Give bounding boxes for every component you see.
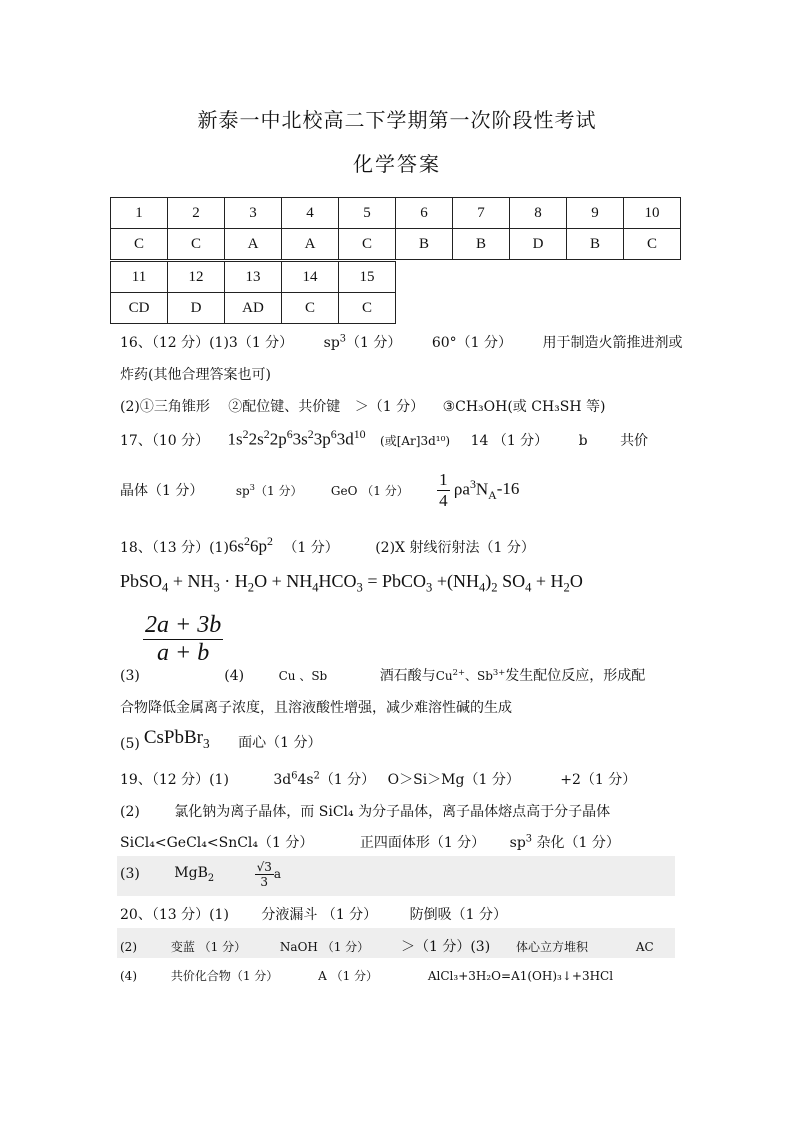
question-number-cell: 7 xyxy=(453,198,510,229)
q19-line-3: SiCl₄<GeCl₄<SnCl₄（1 分） 正四面体形（1 分） $sp^3$ 杂化（1 分） xyxy=(120,833,620,851)
answer-cell: A xyxy=(282,229,339,260)
q16-part-c: 60°（1 分） xyxy=(431,335,513,351)
q16-line-2: 炸药(其他合理答案也可) xyxy=(120,367,271,383)
q20-line-1: 20、（13 分）(1) 分液漏斗 （1 分） 防倒吸（1 分） xyxy=(120,907,507,923)
table-row-numbers xyxy=(111,262,396,293)
q20-line-2: (2) 变蓝 （1 分） NaOH （1 分） ＞（1 分）(3) 体心立方堆积 AC xyxy=(120,939,654,955)
answer-table-1 xyxy=(110,197,681,260)
page-title: 新泰一中北校高二下学期第一次阶段性考试 xyxy=(197,108,597,132)
answer-cell: B xyxy=(567,229,624,260)
question-number-cell: 14 xyxy=(282,262,339,293)
question-number-cell: 11 xyxy=(111,262,168,293)
answer-table-2 xyxy=(110,261,396,324)
q18-line-5: (5) CsPbBr$_3$ 面心（1 分） xyxy=(120,727,322,752)
question-number-cell: 2 xyxy=(168,198,225,229)
q17-line-1: 17、（10 分） $1s^22s^22p^63s^23p^63d^{10}$ (或[Ar]3d¹⁰) 14 （1 分） b 共价 xyxy=(120,427,649,449)
table-row-answers xyxy=(111,293,396,324)
q16-line-1 xyxy=(120,332,682,352)
question-number-cell: 3 xyxy=(225,198,282,229)
question-number-cell: 10 xyxy=(624,198,681,229)
q18-line-3: (3) (4) Cu 、Sb 酒石酸与$Cu^{2+}$、$Sb^{3+}$发生配位反应，形成配 xyxy=(120,667,646,684)
answer-cell: CD xyxy=(111,293,168,324)
q18-line-1: 18、（13 分）$(1)6s^26p^2$ （1 分） (2)X 射线衍射法（1 分） xyxy=(120,534,535,556)
q16-part-a: 16、（12 分）(1)3（1 分） xyxy=(120,335,294,351)
answer-cell: A xyxy=(225,229,282,260)
answer-cell: B xyxy=(396,229,453,260)
question-number-cell: 4 xyxy=(282,198,339,229)
q19-line-2: (2) 氯化钠为离子晶体，而 SiCl₄ 为分子晶体，离子晶体熔点高于分子晶体 xyxy=(120,804,611,820)
answer-cell: B xyxy=(453,229,510,260)
question-number-cell: 12 xyxy=(168,262,225,293)
answer-cell: C xyxy=(168,229,225,260)
answer-cell: AD xyxy=(225,293,282,324)
answer-cell: C xyxy=(282,293,339,324)
density-expression: $\frac{1}{4}$ $\rho a^3N_A-16$ xyxy=(439,470,520,510)
q16-part-b: $sp^3(1$ 分） xyxy=(323,333,402,351)
q17-line-2: 晶体（1 分） $sp^3(1$ 分） GeO （1 分） $\frac{1}{4}$ $\rho a^3N_A-16$ xyxy=(120,470,520,510)
question-number-cell: 6 xyxy=(396,198,453,229)
question-number-cell: 13 xyxy=(225,262,282,293)
q16-part-d: 用于制造火箭推进剂或 xyxy=(542,335,683,351)
q19-line-1: 19、（12 分）(1) $3d^64s^2(1$ 分） O＞Si＞Mg（1 分） +2（1 分） xyxy=(120,770,637,788)
pb-config: $6s^26p^2$ xyxy=(228,534,273,556)
q18-fraction: $\frac{2a + 3b}{a + b}$ xyxy=(145,612,222,666)
q18-line-4: 合物降低金属离子浓度，且溶液酸性增强，减少难溶性碱的生成 xyxy=(120,700,512,716)
question-number-cell: 9 xyxy=(567,198,624,229)
q19-line-4: (3) MgB$_2$ $\frac{√3}{3}$ a xyxy=(120,860,282,889)
q20-line-3: (4) 共价化合物（1 分） A （1 分） AlCl₃+3H₂O=A1(OH)₃↓+3HCl xyxy=(120,969,614,983)
question-number-cell: 5 xyxy=(339,198,396,229)
table-row-answers xyxy=(111,229,681,260)
table-row-numbers xyxy=(111,198,681,229)
page-subtitle: 化学答案 xyxy=(353,152,441,176)
question-number-cell: 1 xyxy=(111,198,168,229)
reaction-equation: PbSO$_4$ + $NH_3 \cdot H_2O + NH_4HCO_3$ = PbCO$_3$ $+(NH_4)_2$ $SO_4 + H_2O$ xyxy=(120,571,583,595)
q16-line-3: (2)①三角锥形 ②配位键、共价键 ＞（1 分） ③CH₃OH(或 CH₃SH 等) xyxy=(120,399,606,415)
answer-cell: C xyxy=(624,229,681,260)
electron-config: $1s^22s^22p^63s^23p^63d^{10}$ xyxy=(227,427,366,449)
answer-cell: C xyxy=(339,293,396,324)
answer-cell: C xyxy=(339,229,396,260)
answer-cell: C xyxy=(111,229,168,260)
answer-cell: D xyxy=(168,293,225,324)
answer-cell: D xyxy=(510,229,567,260)
question-number-cell: 15 xyxy=(339,262,396,293)
question-number-cell: 8 xyxy=(510,198,567,229)
